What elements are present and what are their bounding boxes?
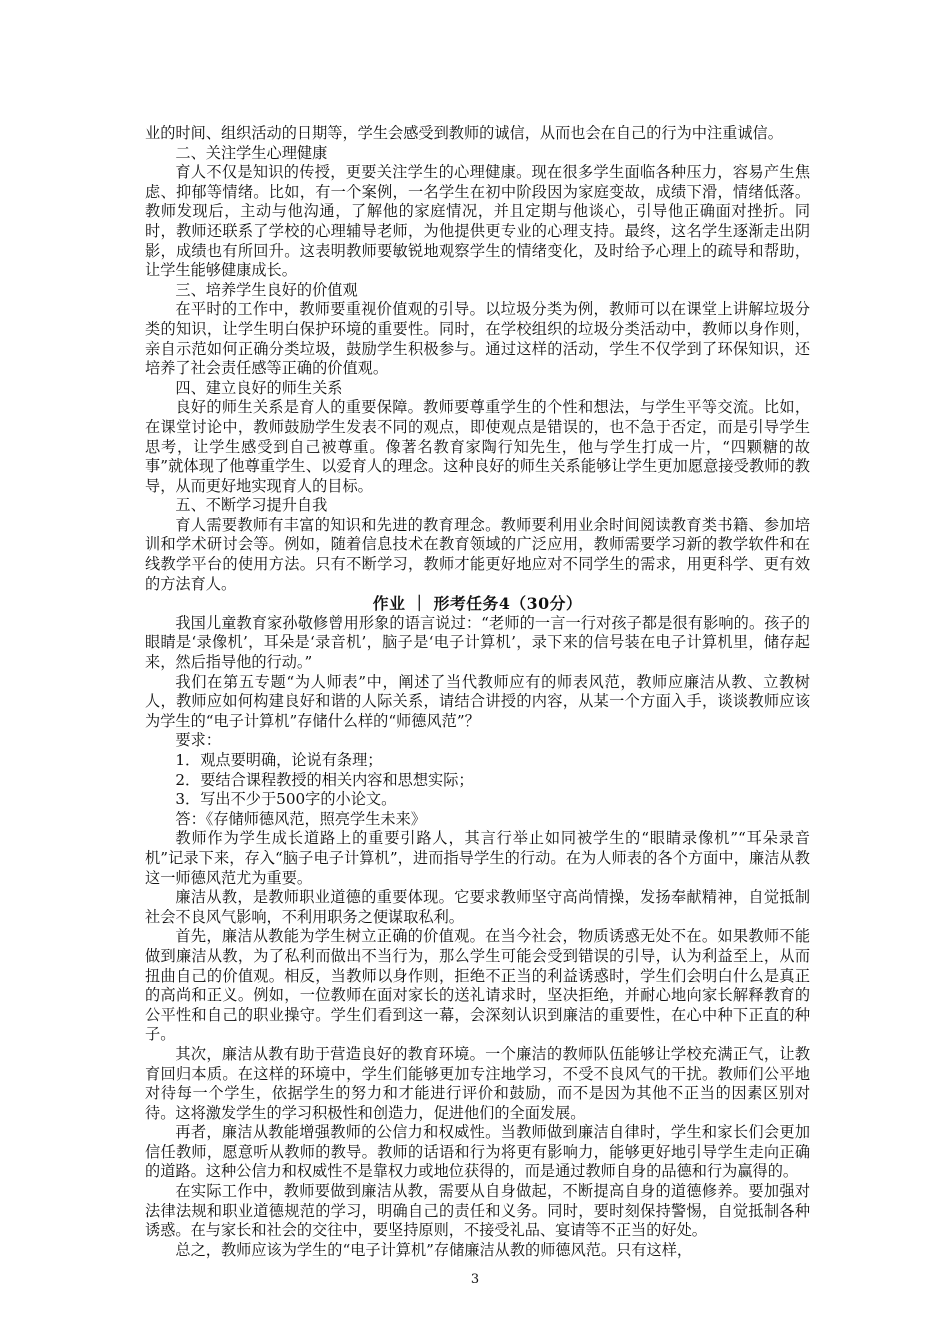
paragraph: 业的时间、组织活动的日期等，学生会感受到教师的诚信，从而也会在自己的行为中注重诚信。 [145, 124, 783, 142]
paragraph: 教师作为学生成长道路上的重要引路人，其言行举止如同被学生的“眼睛录像机”“耳朵录音机”记录下来，存入“脑子电子计算机”，进而指导学生的行动。在为人师表的各个方面中，廉洁从教这一师德风范尤为重要。 [145, 829, 810, 887]
paragraph: 育人不仅是知识的传授，更要关注学生的心理健康。现在很多学生面临各种压力，容易产生焦虑、抑郁等情绪。比如，有一个案例，一名学生在初中阶段因为家庭变故，成绩下滑，情绪低落。教师发现后，主动与他沟通，了解他的家庭情况，并且定期与他谈心，引导他正确面对挫折。同时，教师还联系了学校的心理辅导老师，为他提供更专业的心理支持。最终，这名学生逐渐走出阴影，成绩也有所回升。这表明教师要敏锐地观察学生的情绪变化，及时给予心理上的疏导和帮助，让学生能够健康成长。 [145, 163, 810, 280]
section-title: 作业 ｜ 形考任务4（30分） [372, 594, 583, 614]
paragraph: 我们在第五专题“为人师表”中，阐述了当代教师应有的师表风范，教师应廉洁从教、立教树人，教师应如何构建良好和谐的人际关系，请结合讲授的内容，从某一个方面入手，谈谈教师应该为学生的“电子计算机”存储什么样的“师德风范”？ [145, 672, 810, 730]
paragraph: 再者，廉洁从教能增强教师的公信力和权威性。当教师做到廉洁自律时，学生和家长们会更加信任教师，愿意听从教师的教导。教师的话语和行为将更有影响力，能够更好地引导学生走向正确的道路。这种公信力和权威性不是靠权力或地位获得的，而是通过教师自身的品德和行为赢得的。 [145, 1123, 810, 1181]
paragraph: 3．写出不少于500字的小论文。 [175, 790, 397, 809]
page-number: 3 [470, 1272, 480, 1287]
paragraph: 五、不断学习提升自我 [175, 496, 328, 515]
paragraph: 良好的师生关系是育人的重要保障。教师要尊重学生的个性和想法，与学生平等交流。比如，在课堂讨论中，教师鼓励学生发表不同的观点，即使观点是错误的，也不急于否定，而是引导学生思考，让学生感受到自己被尊重。像著名教育家陶行知先生，他与学生打成一片，“四颗糖的故事”就体现了他尊重学生、以爱育人的理念。这种良好的师生关系能够让学生更加愿意接受教师的教导，从而更好地实现育人的目标。 [145, 398, 810, 495]
paragraph: 二、关注学生心理健康 [175, 143, 328, 162]
paragraph: 要求： [175, 731, 221, 750]
paragraph: 四、建立良好的师生关系 [175, 378, 343, 397]
paragraph: 在实际工作中，教师要做到廉洁从教，需要从自身做起，不断提高自身的道德修养。要加强对法律法规和职业道德规范的学习，明确自己的责任和义务。同时，要时刻保持警惕，自觉抵制各种诱惑。在与家长和社会的交往中，要坚持原则，不接受礼品、宴请等不正当的好处。 [145, 1182, 810, 1240]
paragraph: 育人需要教师有丰富的知识和先进的教育理念。教师要利用业余时间阅读教育类书籍、参加培训和学术研讨会等。例如，随着信息技术在教育领域的广泛应用，教师需要学习新的教学软件和在线教学平台的使用方法。只有不断学习，教师才能更好地应对不同学生的需求，用更科学、更有效的方法育人。 [145, 515, 810, 593]
paragraph: 1．观点要明确，论说有条理； [175, 751, 383, 769]
paragraph: 廉洁从教，是教师职业道德的重要体现。它要求教师坚守高尚情操，发扬奉献精神，自觉抵制社会不良风气影响，不利用职务之便谋取私利。 [145, 888, 810, 926]
paragraph: 总之，教师应该为学生的“电子计算机”存储廉洁从教的师德风范。只有这样， [175, 1240, 693, 1259]
paragraph: 三、培养学生良好的价值观 [175, 280, 358, 299]
paragraph: 首先，廉洁从教能为学生树立正确的价值观。在当今社会，物质诱惑无处不在。如果教师不能做到廉洁从教，为了私利而做出不当行为，那么学生可能会受到错误的引导，认为利益至上，从而扭曲自己的价值观。相反，当教师以身作则，拒绝不正当的利益诱惑时，学生们会明白什么是真正的高尚和正义。例如，一位教师在面对家长的送礼请求时，坚决拒绝，并耐心地向家长解释教育的公平性和自己的职业操守。学生们看到这一幕，会深刻认识到廉洁的重要性，在心中种下正直的种子。 [145, 927, 810, 1044]
paragraph: 我国儿童教育家孙敬修曾用形象的语言说过：“老师的一言一行对孩子都是很有影响的。孩子的眼睛是‘录像机’，耳朵是‘录音机’，脑子是‘电子计算机’，录下来的信号装在电子计算机里，储存起来，然后指导他的行动。” [145, 613, 810, 672]
paragraph: 2．要结合课程教授的相关内容和思想实际； [175, 770, 474, 789]
document-body [145, 124, 810, 1260]
paragraph: 在平时的工作中，教师要重视价值观的引导。以垃圾分类为例，教师可以在课堂上讲解垃圾分类的知识，让学生明白保护环境的重要性。同时，在学校组织的垃圾分类活动中，教师以身作则，亲自示范如何正确分类垃圾，鼓励学生积极参与。通过这样的活动，学生不仅学到了环保知识，还培养了社会责任感等正确的价值观。 [145, 300, 810, 378]
paragraph: 其次，廉洁从教有助于营造良好的教育环境。一个廉洁的教师队伍能够让学校充满正气，让教育回归本质。在这样的环境中，学生们能够更加专注地学习，不受不良风气的干扰。教师们公平地对待每一个学生，依据学生的努力和才能进行评价和鼓励，而不是因为其他不正当的因素区别对待。这将激发学生的学习积极性和创造力，促进他们的全面发展。 [145, 1044, 810, 1122]
paragraph: 答：《存储师德风范，照亮学生未来》 [175, 809, 426, 828]
